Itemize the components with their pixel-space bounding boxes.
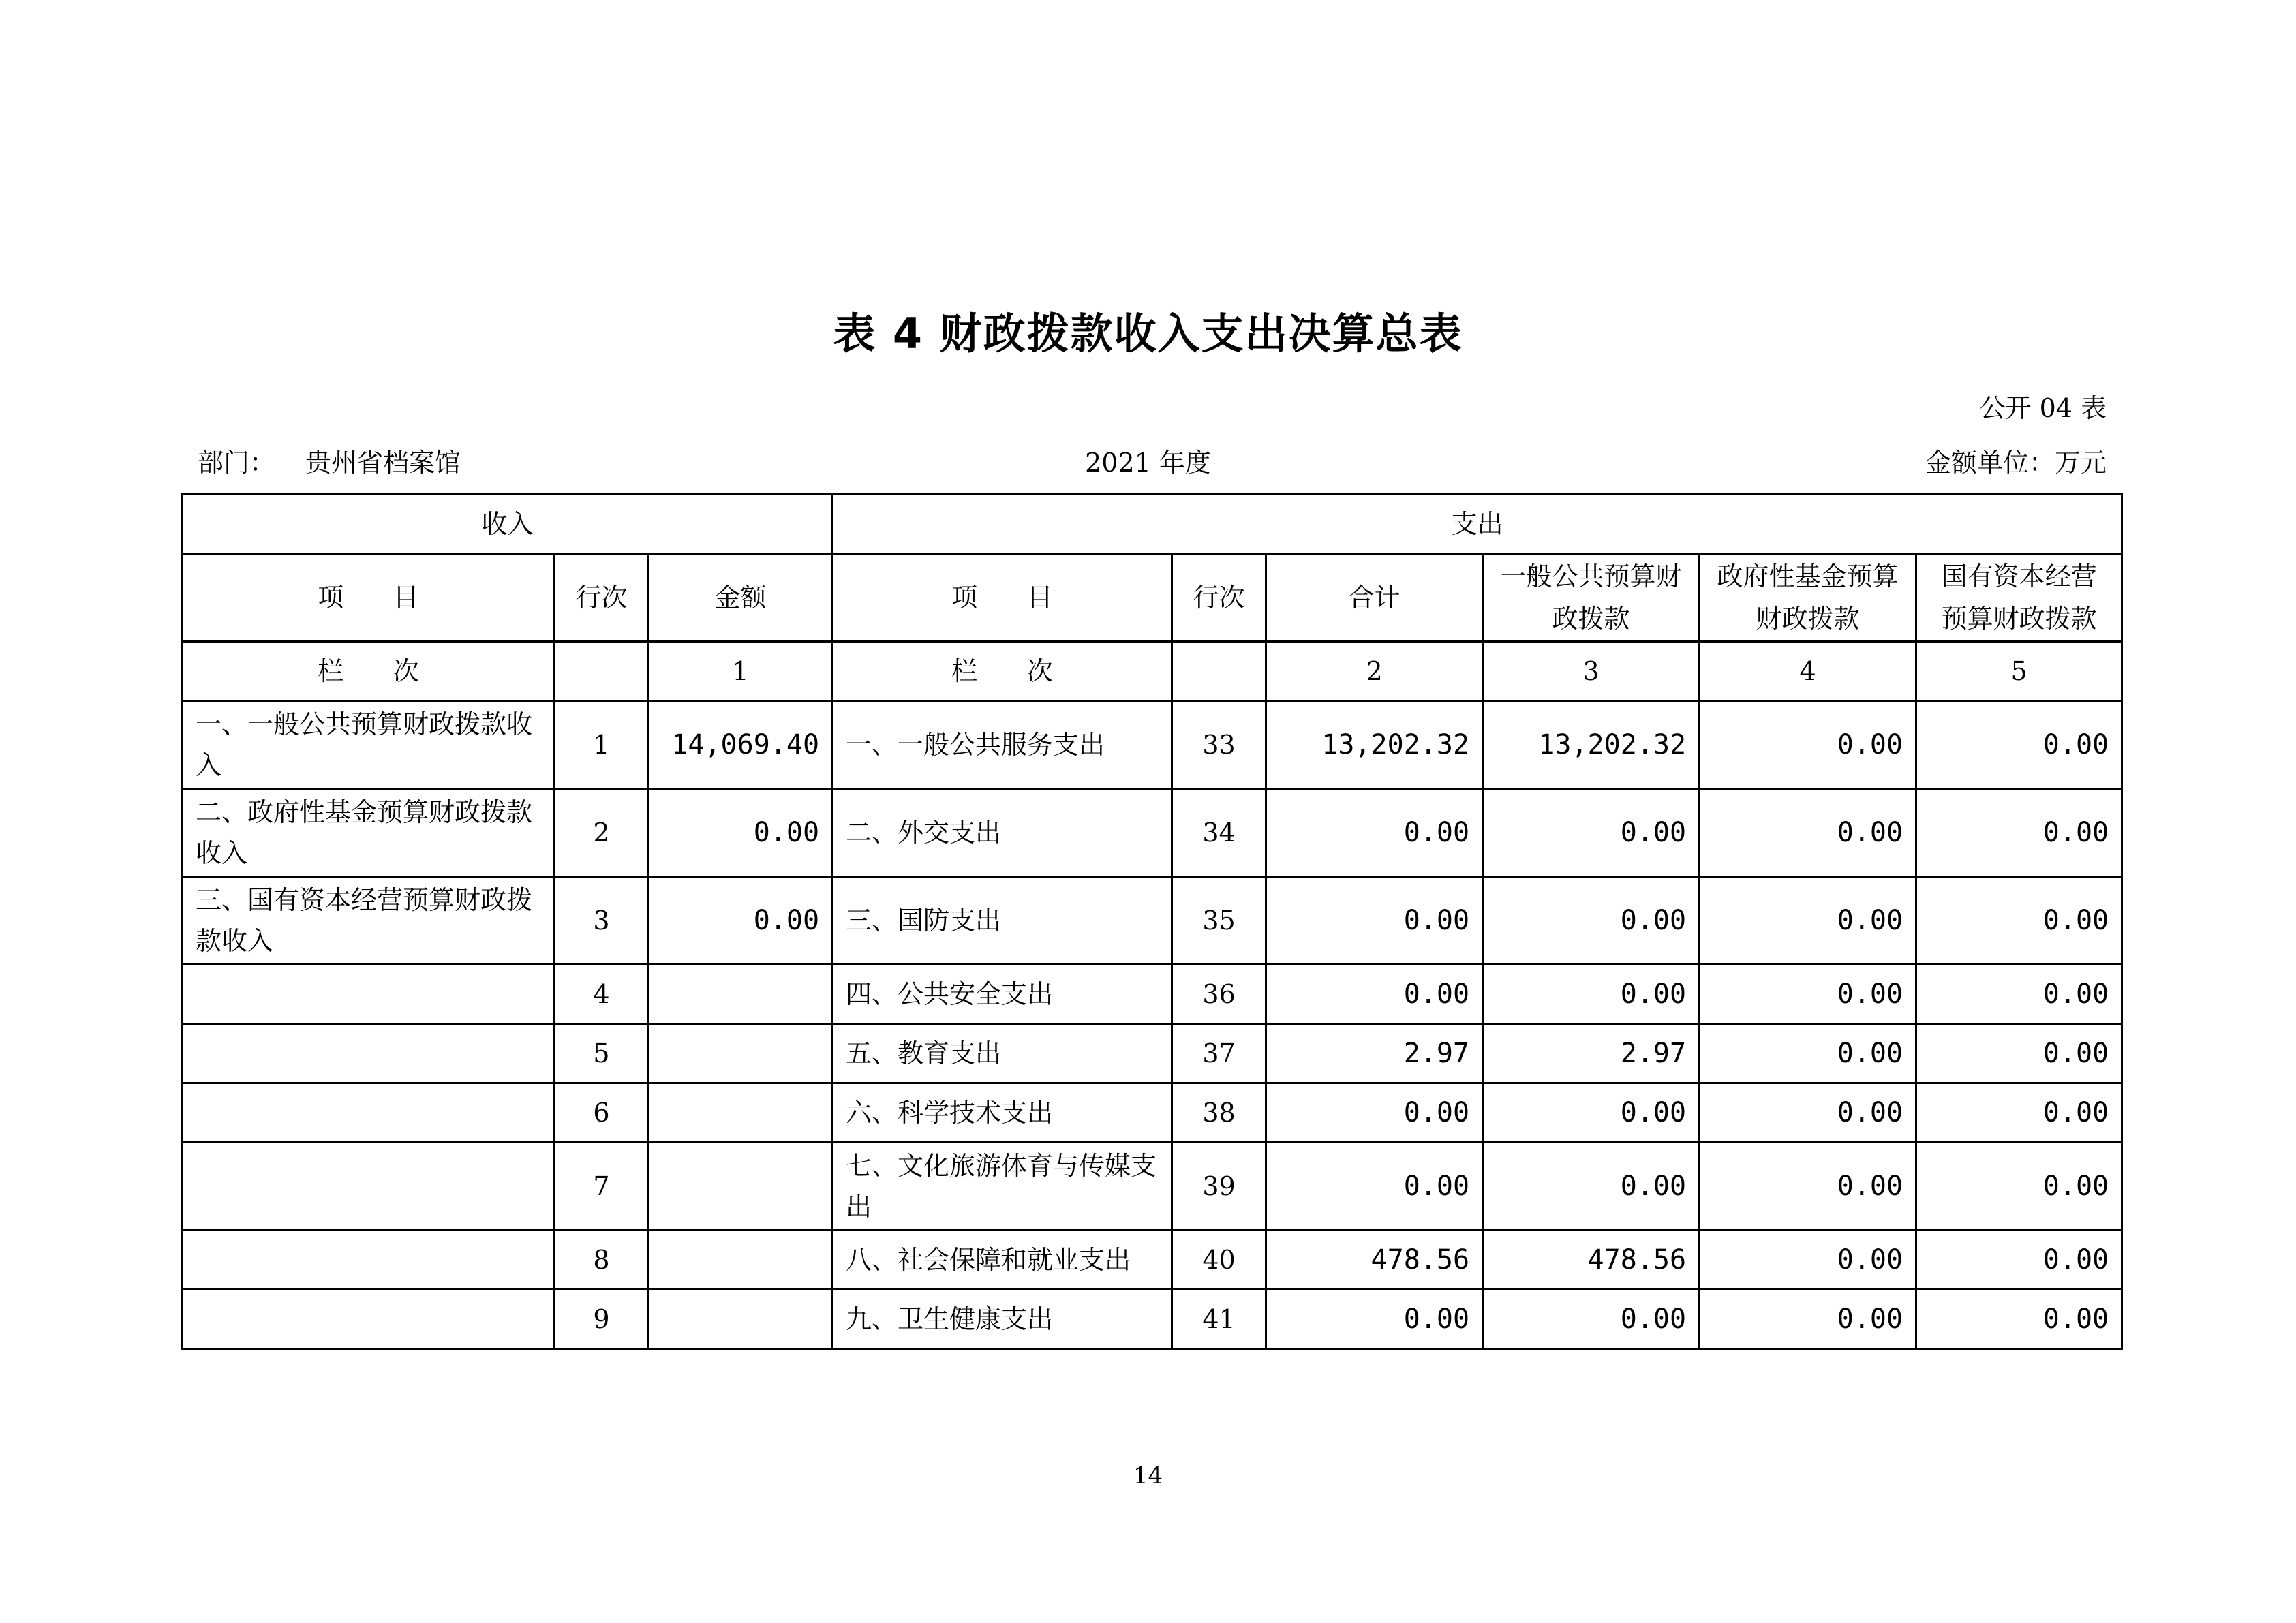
income-amount-cell [649, 1083, 833, 1143]
general-budget-cell: 0.00 [1483, 877, 1700, 965]
expense-row-no-cell: 41 [1172, 1290, 1266, 1349]
income-row-no-cell: 7 [555, 1143, 649, 1231]
gov-fund-cell: 0.00 [1700, 701, 1916, 789]
income-row-no-cell: 3 [555, 877, 649, 965]
income-column-label: 栏 次 [183, 642, 555, 701]
income-amount-cell: 14,069.40 [649, 701, 833, 789]
column-number-5: 5 [1916, 642, 2122, 701]
income-row-no-cell: 6 [555, 1083, 649, 1143]
general-budget-cell: 13,202.32 [1483, 701, 1700, 789]
expense-item-cell: 二、外交支出 [833, 789, 1172, 877]
income-item-cell [183, 1083, 555, 1143]
expense-item-cell: 九、卫生健康支出 [833, 1290, 1172, 1349]
income-item-cell [183, 1024, 555, 1083]
table-row [183, 1143, 2122, 1231]
gov-fund-cell: 0.00 [1700, 965, 1916, 1024]
expense-item-header: 项 目 [833, 554, 1172, 642]
income-item-cell [183, 1143, 555, 1231]
expense-item-cell: 四、公共安全支出 [833, 965, 1172, 1024]
total-cell: 0.00 [1266, 1143, 1483, 1231]
expense-row-no-cell: 33 [1172, 701, 1266, 789]
table-row [183, 1231, 2122, 1290]
general-budget-header: 一般公共预算财政拨款 [1483, 554, 1700, 642]
income-amount-cell: 0.00 [649, 877, 833, 965]
income-item-cell [183, 1231, 555, 1290]
state-capital-cell: 0.00 [1916, 965, 2122, 1024]
gov-fund-cell: 0.00 [1700, 789, 1916, 877]
income-amount-cell [649, 965, 833, 1024]
expense-item-cell: 六、科学技术支出 [833, 1083, 1172, 1143]
expense-row-no-cell: 36 [1172, 965, 1266, 1024]
amount-unit: 金额单位：万元 [1925, 448, 2107, 478]
expense-row-no-cell: 35 [1172, 877, 1266, 965]
general-budget-cell: 0.00 [1483, 965, 1700, 1024]
general-budget-cell: 0.00 [1483, 1143, 1700, 1231]
income-item-header: 项 目 [183, 554, 555, 642]
form-code: 公开 04 表 [1979, 393, 2107, 423]
table-header [183, 495, 2122, 701]
income-row-no-cell: 4 [555, 965, 649, 1024]
total-cell: 0.00 [1266, 877, 1483, 965]
total-header: 合计 [1266, 554, 1483, 642]
column-number-2: 2 [1266, 642, 1483, 701]
column-number-3: 3 [1483, 642, 1700, 701]
income-amount-cell [649, 1231, 833, 1290]
income-amount-cell [649, 1024, 833, 1083]
expense-item-cell: 三、国防支出 [833, 877, 1172, 965]
total-cell: 0.00 [1266, 965, 1483, 1024]
table-row [183, 965, 2122, 1024]
expense-row-no-cell: 39 [1172, 1143, 1266, 1231]
total-cell: 13,202.32 [1266, 701, 1483, 789]
department-name: 贵州省档案馆 [305, 448, 461, 478]
income-row-no-cell: 2 [555, 789, 649, 877]
gov-fund-cell: 0.00 [1700, 877, 1916, 965]
general-budget-cell: 0.00 [1483, 1290, 1700, 1349]
state-capital-header: 国有资本经营预算财政拨款 [1916, 554, 2122, 642]
total-cell: 478.56 [1266, 1231, 1483, 1290]
gov-fund-cell: 0.00 [1700, 1024, 1916, 1083]
income-amount-header: 金额 [649, 554, 833, 642]
general-budget-cell: 2.97 [1483, 1024, 1700, 1083]
general-budget-cell: 0.00 [1483, 1083, 1700, 1143]
expense-row-no-header: 行次 [1172, 554, 1266, 642]
expense-row-no-cell: 37 [1172, 1024, 1266, 1083]
expense-row-no-cell: 40 [1172, 1231, 1266, 1290]
empty-cell [555, 642, 649, 701]
gov-fund-cell: 0.00 [1700, 1143, 1916, 1231]
column-number-1: 1 [649, 642, 833, 701]
income-item-cell: 三、国有资本经营预算财政拨款收入 [183, 877, 555, 965]
total-cell: 2.97 [1266, 1024, 1483, 1083]
state-capital-cell: 0.00 [1916, 1231, 2122, 1290]
income-row-no-cell: 1 [555, 701, 649, 789]
state-capital-cell: 0.00 [1916, 1083, 2122, 1143]
expense-column-label: 栏 次 [833, 642, 1172, 701]
gov-fund-cell: 0.00 [1700, 1231, 1916, 1290]
state-capital-cell: 0.00 [1916, 1024, 2122, 1083]
department-label: 部门： [198, 448, 276, 478]
table-row [183, 1290, 2122, 1349]
empty-cell [1172, 642, 1266, 701]
total-cell: 0.00 [1266, 1083, 1483, 1143]
table-body [183, 701, 2122, 1349]
income-item-cell: 二、政府性基金预算财政拨款收入 [183, 789, 555, 877]
income-amount-cell [649, 1143, 833, 1231]
income-item-cell [183, 1290, 555, 1349]
expense-row-no-cell: 34 [1172, 789, 1266, 877]
expense-row-no-cell: 38 [1172, 1083, 1266, 1143]
income-row-no-cell: 9 [555, 1290, 649, 1349]
state-capital-cell: 0.00 [1916, 877, 2122, 965]
expense-item-cell: 八、社会保障和就业支出 [833, 1231, 1172, 1290]
state-capital-cell: 0.00 [1916, 1143, 2122, 1231]
expense-item-cell: 一、一般公共服务支出 [833, 701, 1172, 789]
income-header: 收入 [183, 495, 833, 554]
finance-table [181, 493, 2123, 1350]
total-cell: 0.00 [1266, 1290, 1483, 1349]
expense-item-cell: 七、文化旅游体育与传媒支出 [833, 1143, 1172, 1231]
state-capital-cell: 0.00 [1916, 789, 2122, 877]
income-item-cell: 一、一般公共预算财政拨款收入 [183, 701, 555, 789]
table-row [183, 877, 2122, 965]
expense-item-cell: 五、教育支出 [833, 1024, 1172, 1083]
income-row-no-cell: 5 [555, 1024, 649, 1083]
general-budget-cell: 0.00 [1483, 789, 1700, 877]
table-row [183, 789, 2122, 877]
gov-fund-cell: 0.00 [1700, 1083, 1916, 1143]
fiscal-year: 2021 年度 [1085, 448, 1211, 478]
document-title: 表 4 财政拨款收入支出决算总表 [833, 309, 1463, 358]
income-row-no-cell: 8 [555, 1231, 649, 1290]
income-row-no-header: 行次 [555, 554, 649, 642]
income-amount-cell [649, 1290, 833, 1349]
gov-fund-header: 政府性基金预算财政拨款 [1700, 554, 1916, 642]
column-number-4: 4 [1700, 642, 1916, 701]
state-capital-cell: 0.00 [1916, 701, 2122, 789]
gov-fund-cell: 0.00 [1700, 1290, 1916, 1349]
general-budget-cell: 478.56 [1483, 1231, 1700, 1290]
table-row [183, 1024, 2122, 1083]
page-number: 14 [1133, 1462, 1163, 1489]
total-cell: 0.00 [1266, 789, 1483, 877]
state-capital-cell: 0.00 [1916, 1290, 2122, 1349]
table-row [183, 1083, 2122, 1143]
income-amount-cell: 0.00 [649, 789, 833, 877]
expense-header: 支出 [833, 495, 2122, 554]
table-row [183, 701, 2122, 789]
income-item-cell [183, 965, 555, 1024]
